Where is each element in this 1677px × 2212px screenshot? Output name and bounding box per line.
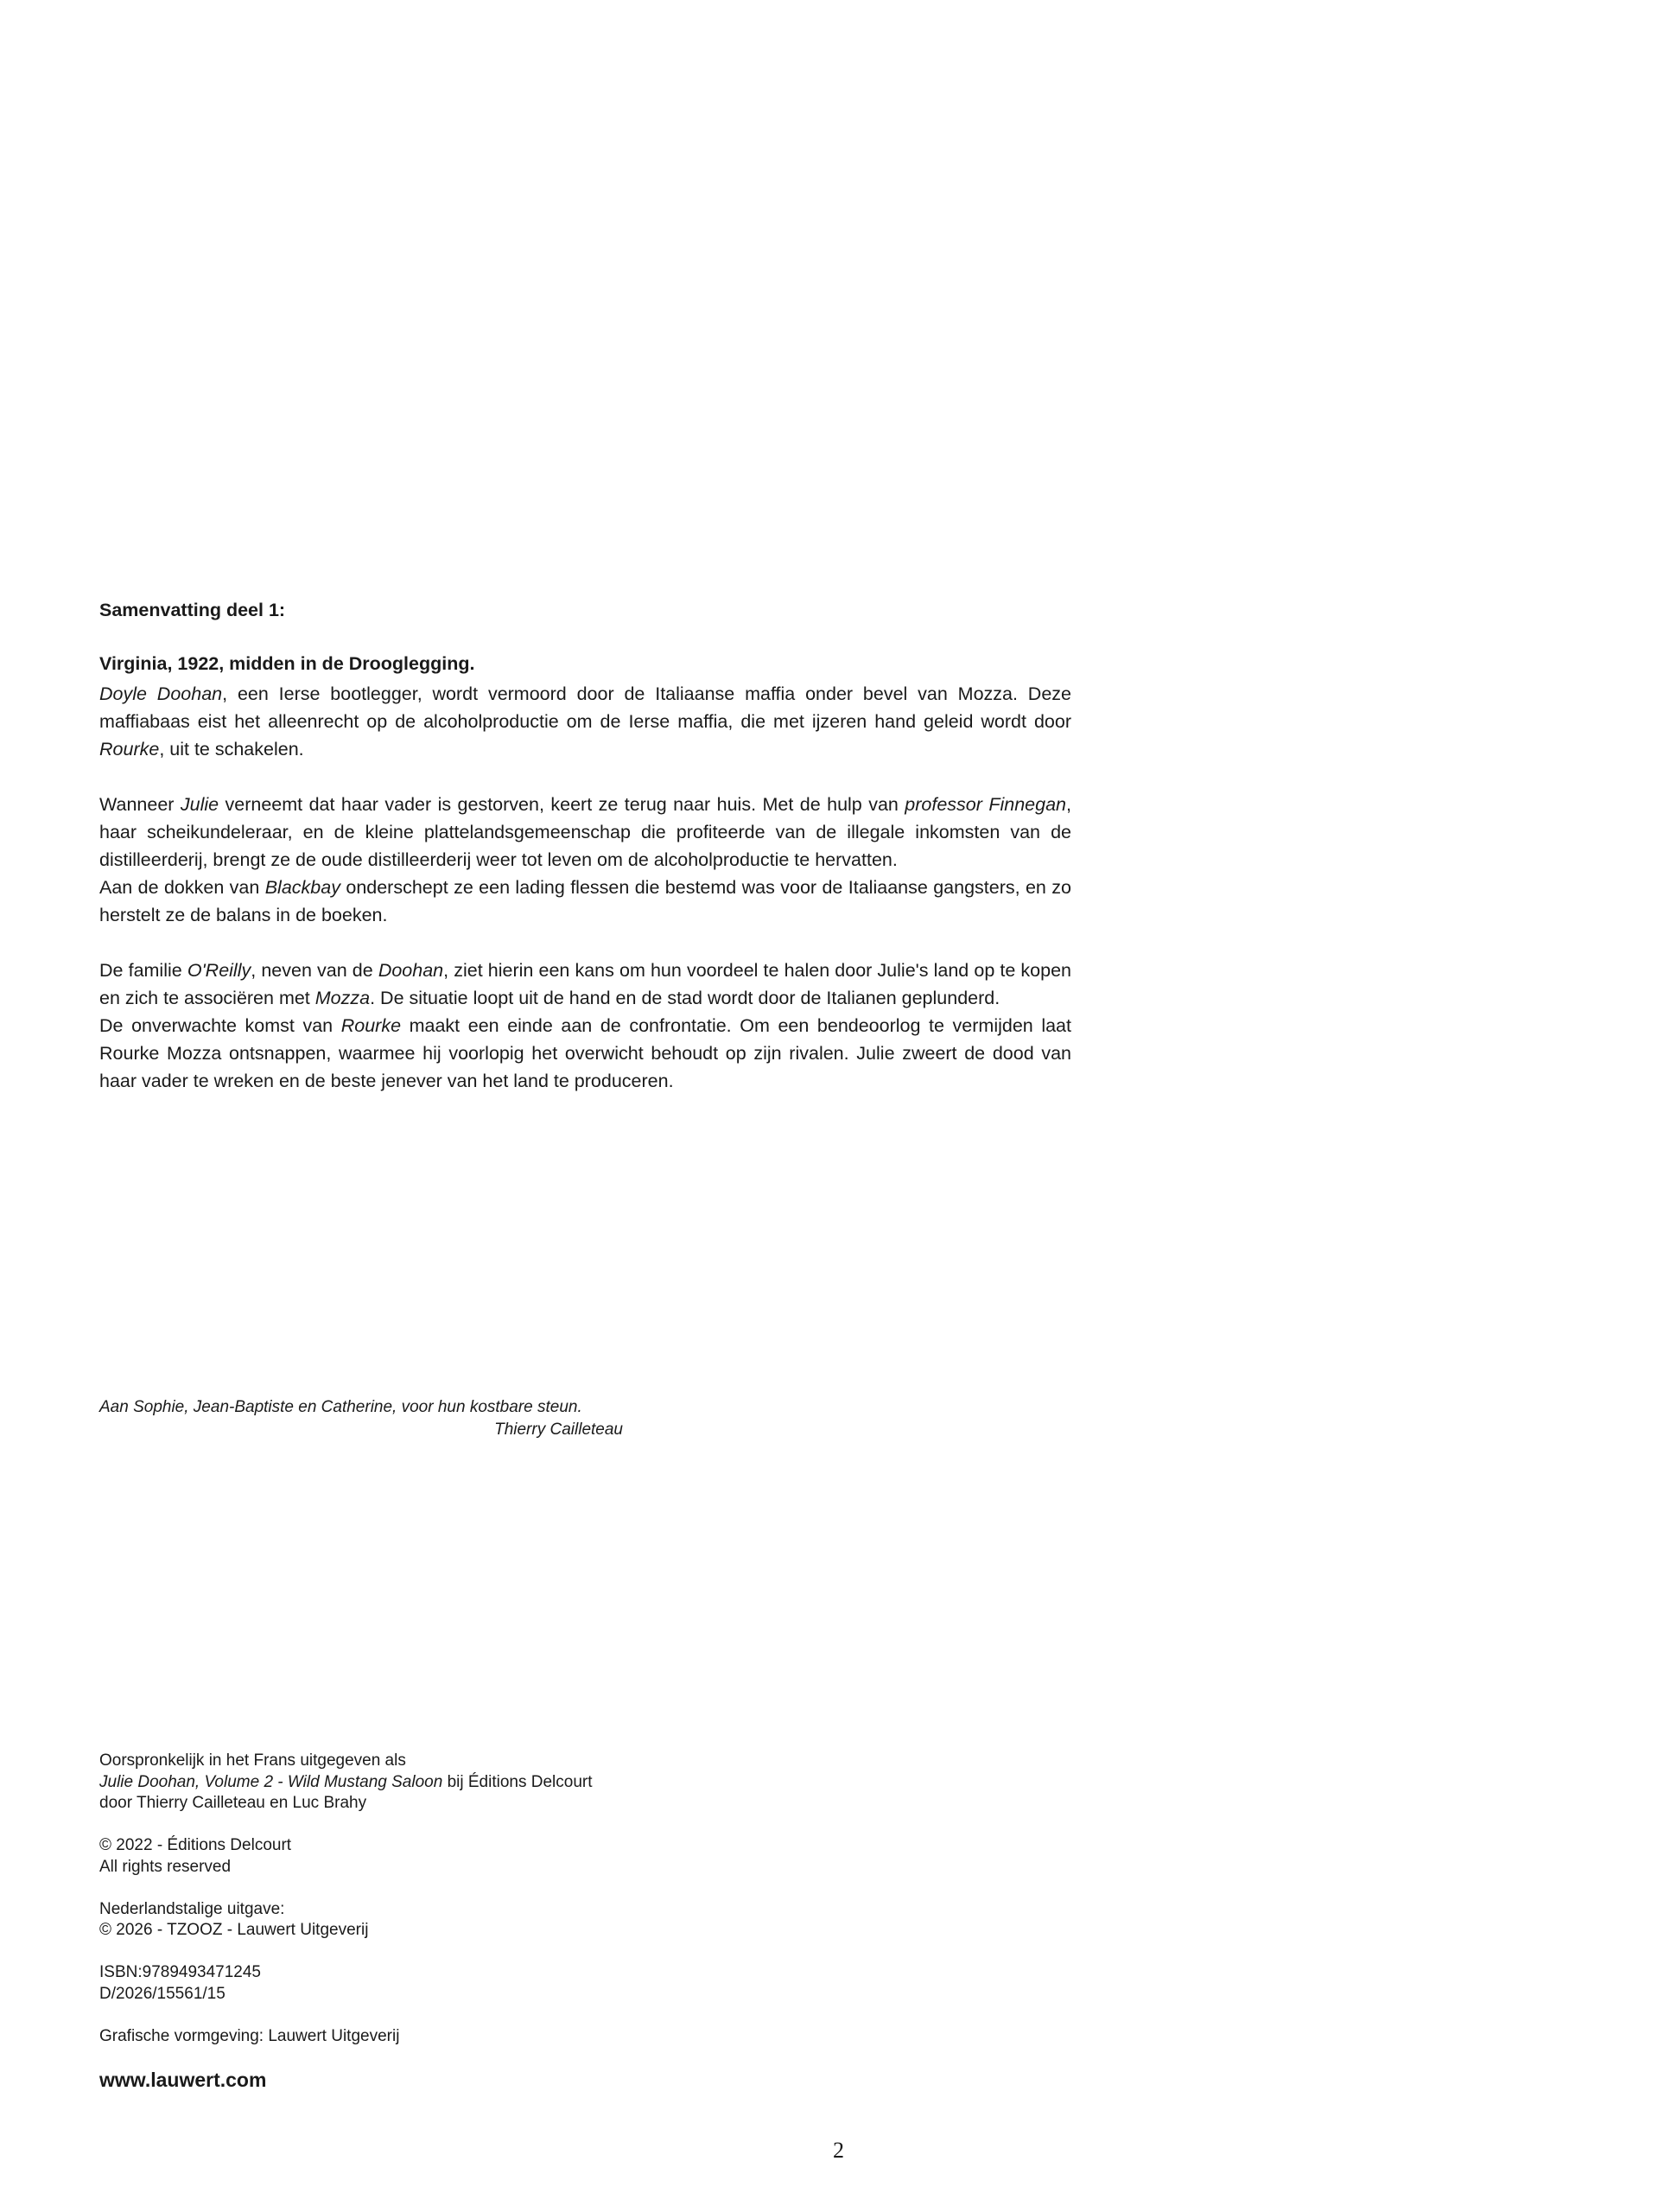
colophon-identifiers <box>99 1962 791 2005</box>
legal-deposit: D/2026/15561/15 <box>99 1984 226 2003</box>
website-link[interactable]: www.lauwert.com <box>99 2069 267 2091</box>
dedication <box>99 1396 623 1441</box>
isbn: ISBN:9789493471245 <box>99 1963 261 1981</box>
summary-heading: Samenvatting deel 1: <box>99 600 286 620</box>
colophon-dutch-edition: Nederlandstalige uitgave: © 2026 - TZOOZ - Lauwert Uitgeverij <box>99 1899 369 1939</box>
summary-paragraph-2: Wanneer Julie verneemt dat haar vader is gestorven, keert ze terug naar huis. Met de hulp van professor Finnegan, haar scheikundeleraar, en de kleine plattelandsgemeenschap die profiteerde van de illegale inkomsten van de distilleerderij, brengt ze de oude distilleerderij weer tot leven om de alcoholproductie te hervatten. <box>99 794 1071 870</box>
colophon-design: Grafische vormgeving: Lauwert Uitgeverij <box>99 2026 400 2045</box>
summary-paragraph-5: De onverwachte komst van Rourke maakt een einde aan de confrontatie. Om een bendeoorlog te vermijden laat Rourke Mozza ontsnappen, waarmee hij voorlopig het overwicht behoudt op zijn rivalen. Julie zweert de dood van haar vader te wreken en de beste jenever van het land te produceren. <box>99 1015 1071 1091</box>
original-title: Julie Doohan, Volume 2 - Wild Mustang Saloon <box>99 1772 443 1791</box>
page-number: 2 <box>833 2138 844 2163</box>
summary-section <box>99 596 1071 1095</box>
dedication-signature: Thierry Cailleteau <box>494 1421 623 1439</box>
colophon <box>99 1751 791 2069</box>
dedication-text: Aan Sophie, Jean-Baptiste en Catherine, voor hun kostbare steun. <box>99 1398 582 1416</box>
colophon-original-edition: Oorspronkelijk in het Frans uitgegeven als Julie Doohan, Volume 2 - Wild Mustang Saloon bij Éditions Delcourt door Thierry Cailleteau en Luc Brahy <box>99 1751 593 1812</box>
colophon-copyright: © 2022 - Éditions Delcourt All rights reserved <box>99 1836 292 1876</box>
summary-paragraph-3: Aan de dokken van Blackbay onderschept ze een lading flessen die bestemd was voor de Italiaanse gangsters, en zo herstelt ze de balans in de boeken. <box>99 877 1071 925</box>
summary-paragraph-4: De familie O'Reilly, neven van de Doohan, ziet hierin een kans om hun voordeel te halen door Julie's land op te kopen en zich te associëren met Mozza. De situatie loopt uit de hand en de stad wordt door de Italianen geplunderd. <box>99 960 1072 1008</box>
summary-paragraph-1: Doyle Doohan, een Ierse bootlegger, wordt vermoord door de Italiaanse maffia onder bevel van Mozza. Deze maffiabaas eist het alleenrecht op de alcoholproductie om de Ierse maffia, die met ijzeren hand geleid wordt door Rourke, uit te schakelen. <box>99 683 1071 760</box>
summary-subheading: Virginia, 1922, midden in de Drooglegging. <box>99 653 475 674</box>
